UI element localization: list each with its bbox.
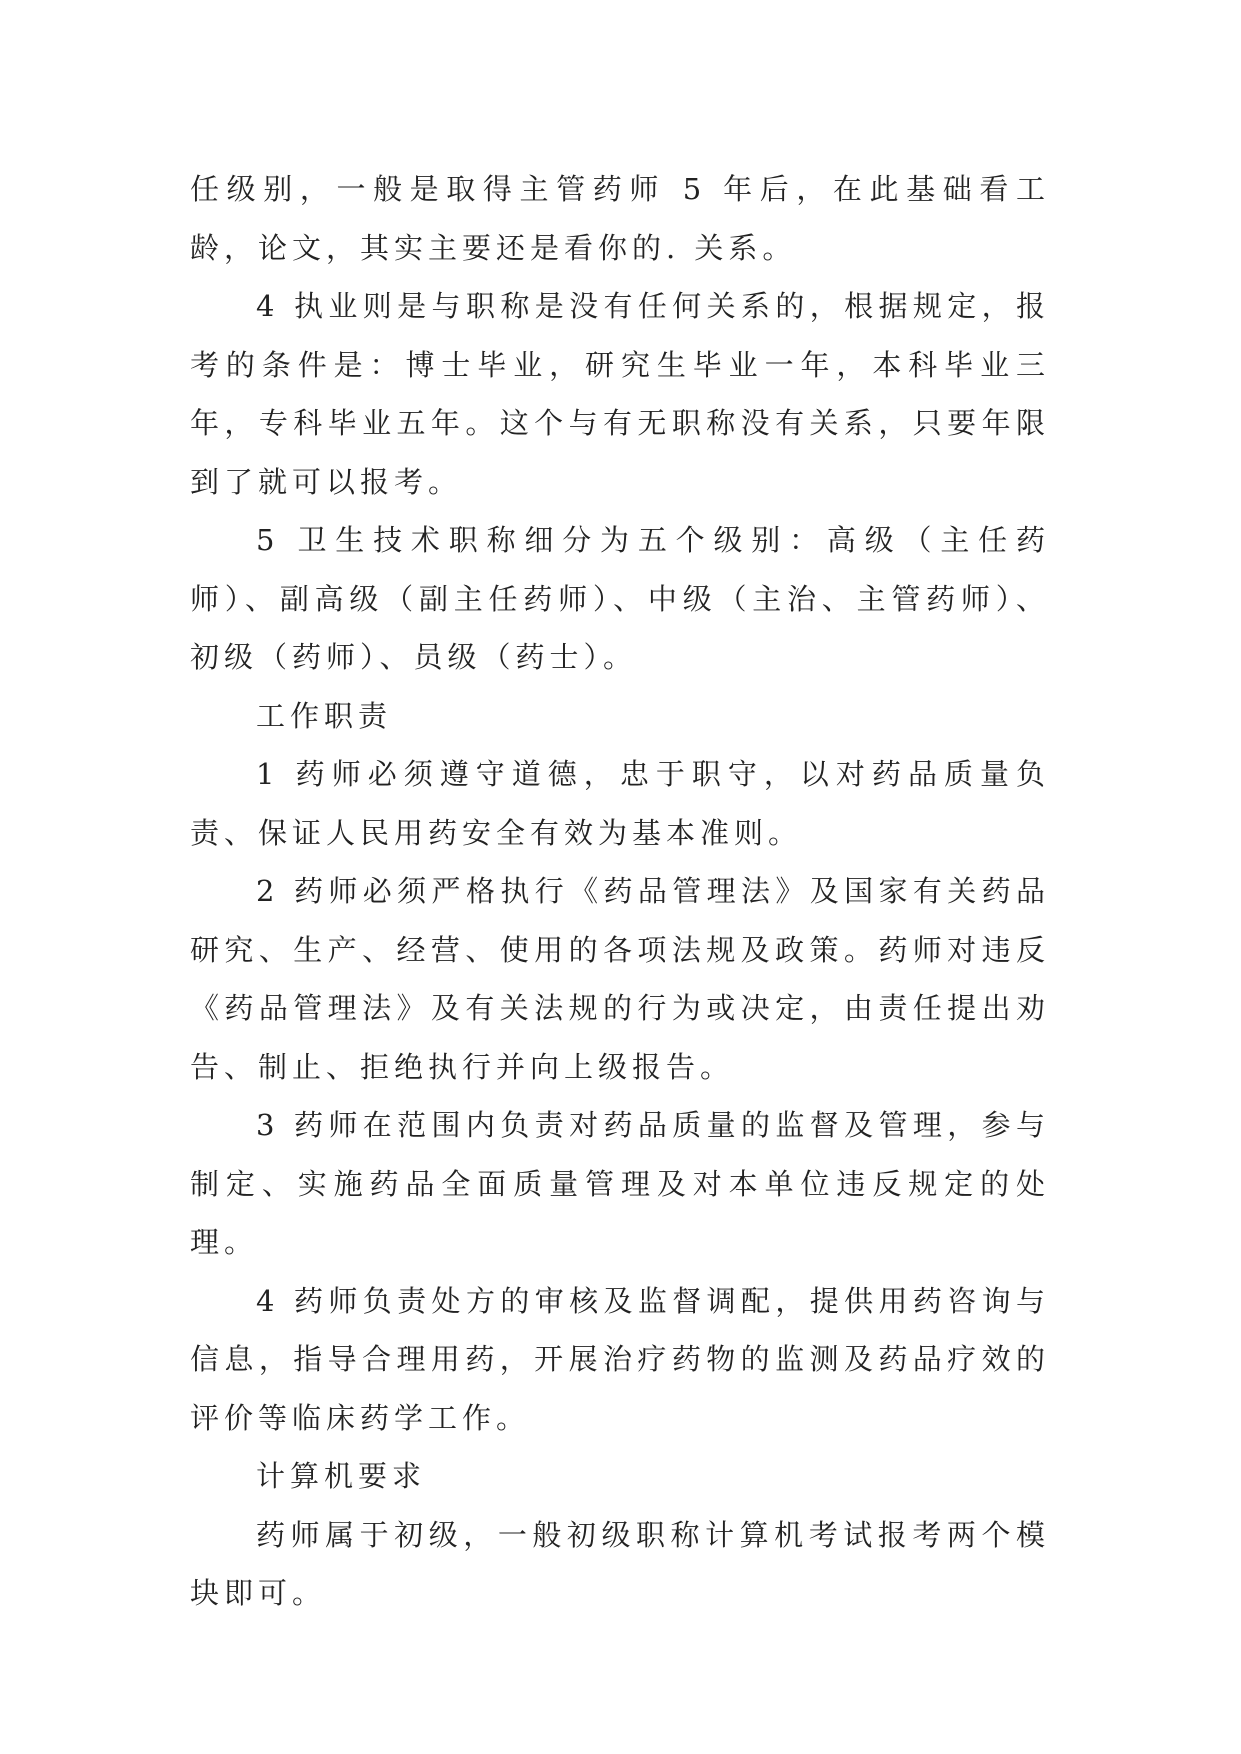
document-body: [190, 160, 1050, 1623]
paragraph-duty-4: 4 药师负责处方的审核及监督调配，提供用药咨询与信息，指导合理用药，开展治疗药物的监测及药品疗效的评价等临床药学工作。: [190, 1283, 1050, 1435]
paragraph-continuation: 任级别，一般是取得主管药师 5 年后，在此基础看工龄，论文，其实主要还是看你的. 关系。: [190, 172, 1050, 265]
paragraph-duty-2: 2 药师必须严格执行《药品管理法》及国家有关药品研究、生产、经营、使用的各项法规及政策。药师对违反《药品管理法》及有关法规的行为或决定，由责任提出劝告、制止、拒绝执行并向上级报告。: [190, 874, 1050, 1084]
paragraph-duty-3: 3 药师在范围内负责对药品质量的监督及管理，参与制定、实施药品全面质量管理及对本单位违反规定的处理。: [190, 1108, 1050, 1259]
paragraph-title-levels: 5 卫生技术职称细分为五个级别：高级（主任药师）、副高级（副主任药师）、中级（主治、主管药师）、初级（药师）、员级（药士）。: [190, 523, 1050, 674]
paragraph-computer-requirement: 药师属于初级，一般初级职称计算机考试报考两个模块即可。: [190, 1517, 1050, 1610]
section-heading-computer: 计算机要求: [256, 1459, 427, 1493]
paragraph-practice-license: 4 执业则是与职称是没有任何关系的，根据规定，报考的条件是：博士毕业，研究生毕业一年，本科毕业三年，专科毕业五年。这个与有无职称没有关系，只要年限到了就可以报考。: [190, 289, 1050, 499]
section-heading-duties: 工作职责: [256, 698, 393, 733]
paragraph-duty-1: 1 药师必须遵守道德，忠于职守，以对药品质量负责、保证人民用药安全有效为基本准则。: [190, 757, 1050, 850]
